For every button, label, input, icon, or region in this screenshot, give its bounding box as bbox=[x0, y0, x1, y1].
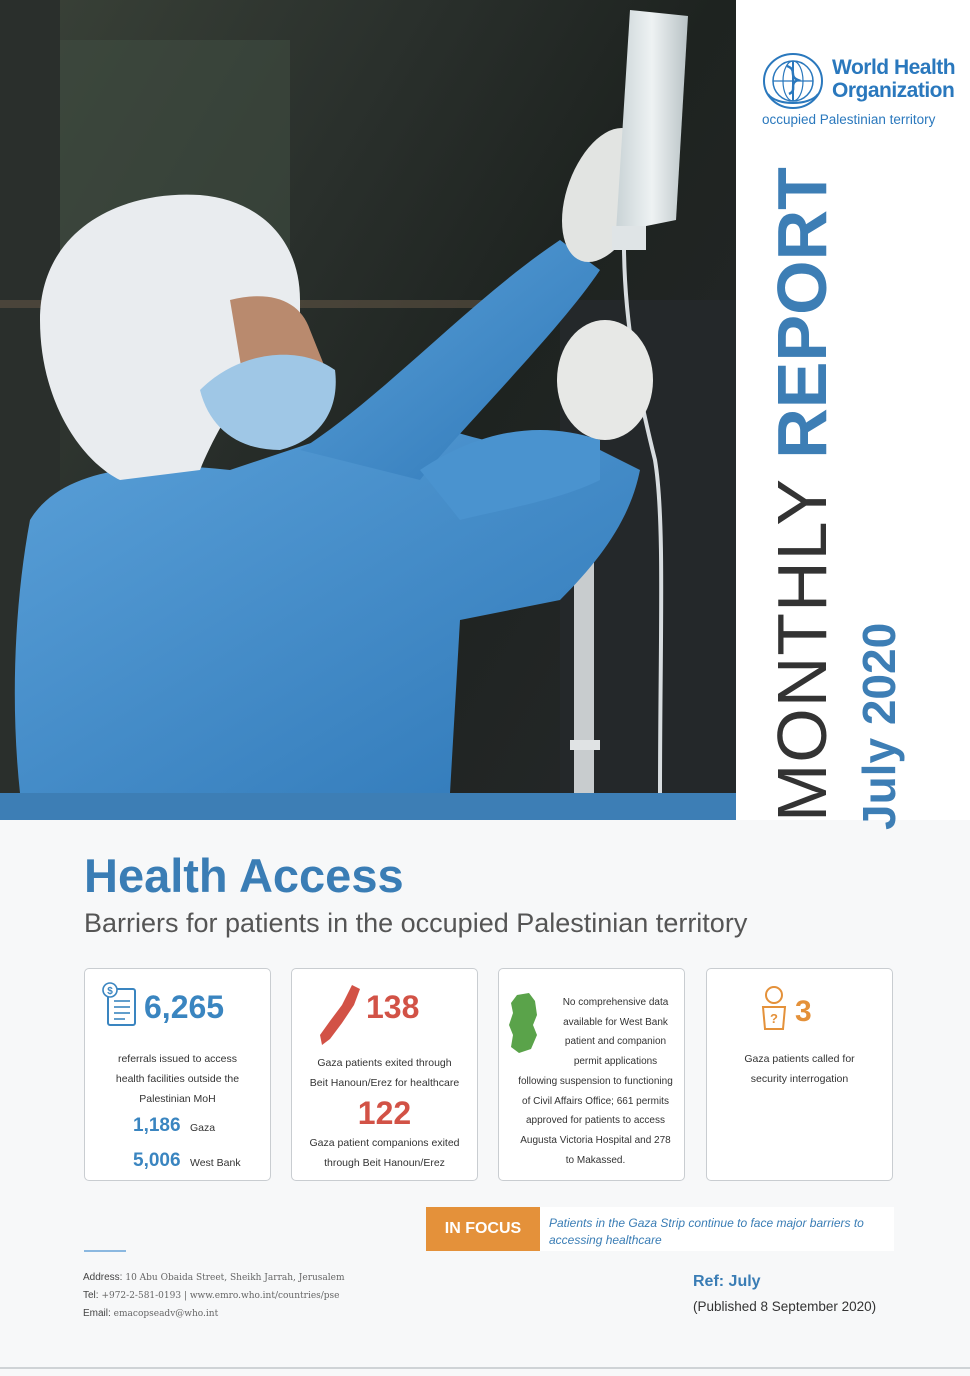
companions-description-line: through Beit Hanoun/Erez bbox=[324, 1157, 445, 1169]
email-value[interactable]: emacopseadv@who.int bbox=[113, 1309, 219, 1319]
page-subtitle: Barriers for patients in the occupied Palestinian territory bbox=[84, 908, 748, 938]
interrogation-value: 3 bbox=[795, 995, 812, 1028]
svg-text:?: ? bbox=[770, 1011, 778, 1026]
bottom-divider bbox=[0, 1367, 970, 1369]
title-monthly: MONTHLY bbox=[763, 458, 841, 822]
who-logo bbox=[762, 52, 958, 132]
west-bank-referrals bbox=[133, 1150, 241, 1173]
gaza-referrals bbox=[133, 1115, 215, 1138]
west-bank-description-line: permit applications bbox=[573, 1056, 658, 1068]
address-value: 10 Abu Obaida Street, Sheikh Jarrah, Jerusalem bbox=[125, 1273, 345, 1283]
who-name-line2: Organization bbox=[832, 79, 955, 102]
nurse-illustration bbox=[0, 0, 736, 793]
who-name-line1: World Health bbox=[832, 56, 956, 79]
referrals-card bbox=[84, 968, 271, 1181]
west-bank-description-line: of Civil Affairs Office; 661 permits bbox=[522, 1095, 669, 1107]
interrogation-description-line: Gaza patients called for bbox=[744, 1053, 855, 1065]
west-bank-description-line: No comprehensive data bbox=[562, 997, 669, 1008]
cover-accent-bar bbox=[0, 793, 736, 820]
companions-value: 122 bbox=[357, 1095, 412, 1131]
west-bank-description-line: available for West Bank bbox=[563, 1016, 668, 1028]
email-label: Email: bbox=[83, 1308, 111, 1319]
report-period: July 2020 bbox=[853, 622, 905, 830]
west-bank-description-line: Augusta Victoria Hospital and 278 bbox=[520, 1134, 671, 1146]
footer-divider bbox=[84, 1250, 126, 1252]
reference-label: Ref: July bbox=[693, 1273, 761, 1290]
referrals-description-line: referrals issued to access bbox=[117, 1053, 238, 1065]
exits-description bbox=[292, 1053, 477, 1093]
interrogation-card bbox=[706, 968, 893, 1181]
gaza-referrals-label: Gaza bbox=[190, 1122, 216, 1134]
published-date: (Published 8 September 2020) bbox=[693, 1299, 877, 1314]
referrals-description-line: Palestinian MoH bbox=[139, 1093, 216, 1105]
who-name bbox=[832, 56, 955, 102]
west-bank-description-line: following suspension to functioning bbox=[518, 1075, 673, 1087]
svg-text:$: $ bbox=[107, 986, 113, 997]
monthly-report-title bbox=[763, 167, 841, 822]
title-report: REPORT bbox=[763, 167, 841, 459]
who-region: occupied Palestinian territory bbox=[762, 112, 936, 127]
exits-description-line: Beit Hanoun/Erez for healthcare bbox=[309, 1077, 460, 1089]
interrogation-description bbox=[707, 1049, 892, 1089]
companions-description bbox=[292, 1133, 477, 1173]
who-emblem-icon bbox=[762, 52, 824, 110]
referrals-value: 6,265 bbox=[144, 989, 225, 1025]
west-bank-description-line: to Makassed. bbox=[565, 1154, 626, 1166]
contact-info bbox=[83, 1269, 345, 1323]
document-dollar-icon bbox=[101, 981, 139, 1029]
tel-value[interactable]: +972-2-581-0193 | www.emro.who.int/countries/pse bbox=[101, 1291, 340, 1301]
exits-description-line: Gaza patients exited through bbox=[317, 1057, 452, 1069]
person-question-icon bbox=[759, 985, 789, 1033]
companions-description-line: Gaza patient companions exited bbox=[309, 1137, 460, 1149]
west-bank-description-line: patient and companion bbox=[564, 1036, 667, 1048]
west-bank-referrals-label: West Bank bbox=[190, 1157, 241, 1169]
referrals-description-line: health facilities outside the bbox=[115, 1073, 240, 1085]
interrogation-description-line: security interrogation bbox=[750, 1073, 849, 1085]
cover-photo bbox=[0, 0, 736, 793]
in-focus-link[interactable]: Patients in the Gaza Strip continue to face major barriers to accessing healthcare bbox=[540, 1207, 894, 1251]
west-bank-referrals-value: 5,006 bbox=[133, 1150, 181, 1171]
west-bank-description-line: approved for patients to access bbox=[526, 1115, 665, 1127]
west-bank-card bbox=[498, 968, 685, 1181]
west-bank-description bbox=[499, 993, 684, 1170]
gaza-referrals-value: 1,186 bbox=[133, 1115, 181, 1136]
gaza-strip-map-icon bbox=[318, 983, 362, 1047]
tel-label: Tel: bbox=[83, 1290, 99, 1301]
exits-value: 138 bbox=[366, 989, 420, 1025]
page-title: Health Access bbox=[84, 849, 404, 902]
address-label: Address: bbox=[83, 1272, 123, 1283]
exits-card bbox=[291, 968, 478, 1181]
referrals-description bbox=[85, 1049, 270, 1109]
in-focus-label: IN FOCUS bbox=[426, 1207, 540, 1251]
